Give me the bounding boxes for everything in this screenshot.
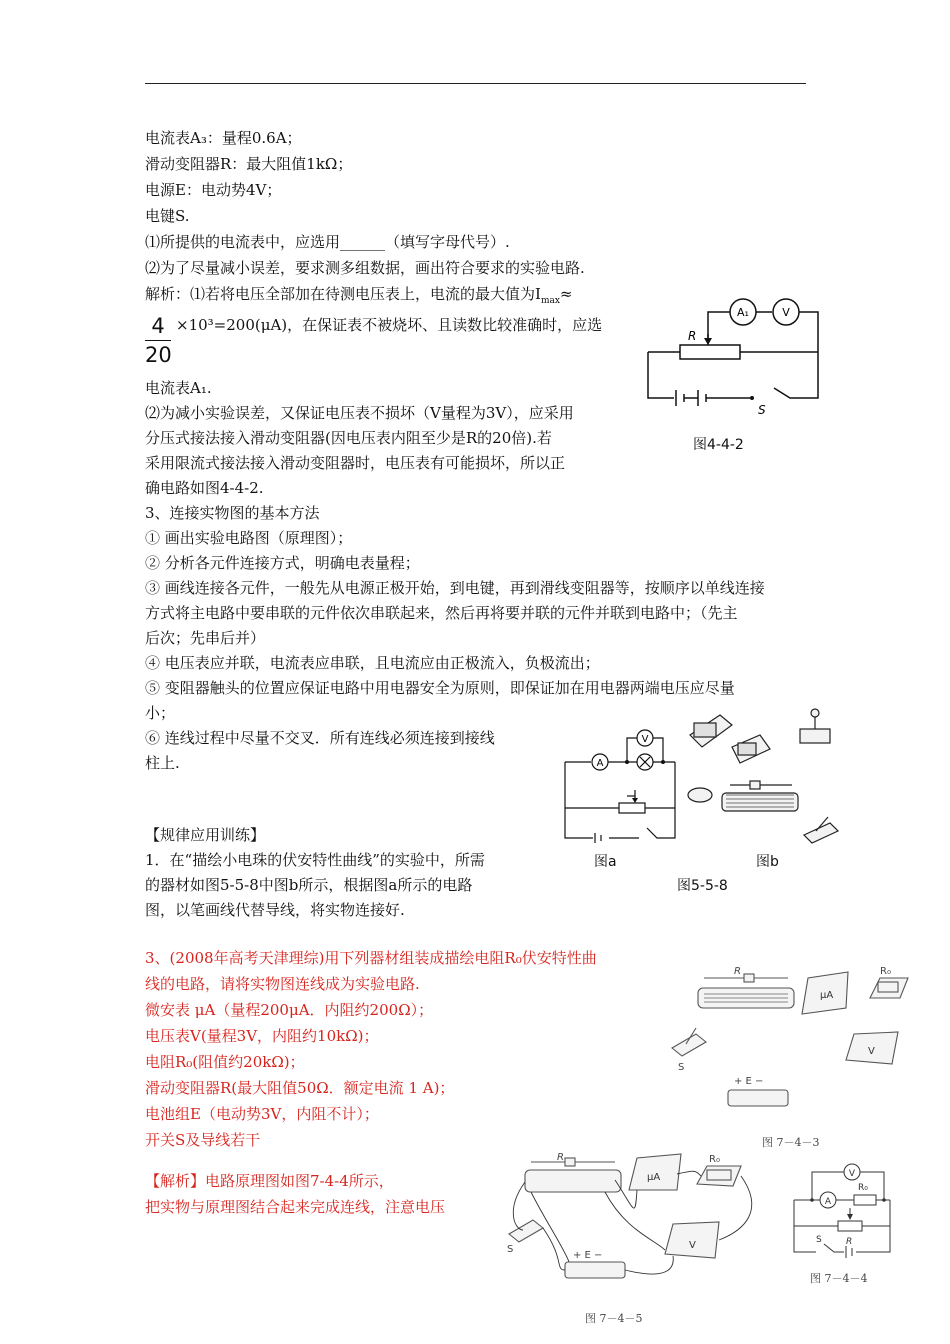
text-line: 电流表A₁.: [145, 379, 212, 397]
rheostat-icon: [722, 793, 798, 811]
switch-icon: [672, 1034, 706, 1056]
resistor-label: R₀: [858, 1183, 868, 1193]
text-line: ×10³=200(μA)，在保证表不被烧坏、且读数比较准确时，应选: [176, 316, 603, 334]
battery-icon: [728, 1090, 788, 1106]
microammeter-label: μA: [820, 990, 834, 1001]
exercise-text: 的器材如图5-5-8中图b所示，根据图a所示的电路: [145, 876, 473, 894]
exercise-text: 1．在“描绘小电珠的伏安特性曲线”的实验中，所需: [145, 851, 485, 869]
text-line: 分压式接法接入滑动变阻器(因电压表内阻至少是R的20倍).若: [145, 429, 552, 447]
voltmeter-label: V: [868, 1046, 875, 1057]
text-line: 电源E：电动势4V；: [145, 181, 282, 199]
red-text-line: 【解析】电路原理图如图7-4-4所示，: [145, 1172, 394, 1190]
figure-caption: 图 7－4－4: [810, 1272, 868, 1285]
method-step-cont: 小；: [145, 704, 176, 722]
fraction: [145, 314, 171, 367]
text-line: 电流表A₃：量程0.6A；: [145, 129, 302, 147]
ammeter-label: A: [596, 758, 604, 769]
text-line: ⑵为减小实验误差，又保证电压表不损坏（V量程为3V），应采用: [145, 404, 574, 422]
ammeter-label: A₁: [737, 306, 749, 319]
header-rule: [145, 83, 806, 84]
question-2: ⑵为了尽量减小误差，要求测多组数据，画出符合要求的实验电路.: [145, 259, 585, 277]
circuit-diagram-a: [555, 720, 685, 850]
method-step-cont: 后次；先串后并）: [145, 629, 266, 647]
circuit-diagram-4-4-2: [640, 290, 840, 420]
battery-icon: [565, 1262, 625, 1278]
red-text-line: 把实物与原理图结合起来完成连线，注意电压: [145, 1198, 446, 1216]
method-step: ⑥ 连线过程中尽量不交叉．所有连线必须连接到接线: [145, 729, 495, 747]
method-step: ① 画出实验电路图（原理图）；: [145, 529, 353, 547]
voltmeter-label: V: [689, 1240, 696, 1251]
switch-label: S: [816, 1235, 822, 1245]
text-line: 滑动变阻器R：最大阻值1kΩ；: [145, 155, 353, 173]
rheostat-label: R: [734, 966, 741, 977]
method-step: ⑤ 变阻器触头的位置应保证电路中用电器安全为原则，即保证加在用电器两端电压应尽量: [145, 679, 735, 697]
battery-label: + E −: [573, 1250, 603, 1261]
rheostat-label: R: [846, 1237, 853, 1247]
rheostat-icon: [525, 1170, 621, 1192]
red-text-line: 3、(2008年高考天津理综)用下列器材组装成描绘电阻R₀伏安特性曲: [145, 949, 597, 967]
rheostat-label: R: [688, 329, 697, 343]
ammeter-label: A: [824, 1197, 832, 1207]
apparatus-illustration-7-4-3: [668, 964, 908, 1124]
text-line: 采用限流式接法接入滑动变阻器时，电压表有可能损坏，所以正: [145, 454, 566, 472]
method-step: ② 分析各元件连接方式，明确电表量程；: [145, 554, 420, 572]
text-line: 电键S.: [145, 207, 190, 225]
red-text-line: 电压表V(量程3V，内阻约10kΩ)；: [145, 1027, 379, 1045]
fraction-denominator: 20: [145, 343, 172, 367]
voltmeter-label: V: [848, 1169, 856, 1179]
analysis-text: 解析：⑴若将电压全部加在待测电压表上，电流的最大值为I: [145, 285, 541, 303]
question-1: ⑴所提供的电流表中，应选用______（填写字母代号）.: [145, 233, 510, 251]
method-step-cont: 柱上.: [145, 754, 180, 772]
section-heading: 【规律应用训练】: [145, 826, 266, 844]
battery-icon: [688, 788, 712, 802]
red-text-line: 微安表 μA（量程200μA．内阻约200Ω）；: [145, 1001, 434, 1019]
fraction-numerator: 4: [151, 314, 165, 338]
resistor-label: R₀: [709, 1154, 720, 1165]
red-text-line: 电池组E（电动势3V，内阻不计）；: [145, 1105, 379, 1123]
section-heading: 3、连接实物图的基本方法: [145, 504, 320, 522]
apparatus-illustration-b: [680, 705, 840, 855]
figure-caption: 图 7－4－5: [585, 1312, 643, 1325]
voltmeter-label: V: [641, 734, 649, 745]
slider-arrow-icon: [704, 338, 712, 345]
battery-label: + E −: [734, 1076, 764, 1087]
switch-icon: [509, 1220, 543, 1242]
exercise-text: 图，以笔画线代替导线，将实物连接好.: [145, 901, 405, 919]
figure-caption: 图 7－4－3: [762, 1136, 820, 1149]
approx-sign: ≈: [559, 285, 573, 303]
method-step: ④ 电压表应并联，电流表应串联，且电流应由正极流入，负极流出；: [145, 654, 600, 672]
voltmeter-label: V: [782, 306, 790, 319]
rheostat-label: R: [557, 1152, 564, 1163]
analysis-line: [145, 282, 573, 313]
bulb-holder-icon: [800, 729, 830, 743]
red-text-line: 线的电路，请将实物图连线成为实验电路.: [145, 975, 420, 993]
method-step-cont: 方式将主电路中要串联的元件依次串联起来，然后再将要并联的元件并联到电路中；（先主: [145, 604, 738, 622]
method-step: ③ 画线连接各元件，一般先从电源正极开始，到电键，再到滑线变阻器等，按顺序以单线连接: [145, 579, 765, 597]
fraction-bar: [145, 340, 171, 341]
subscript-max: max: [540, 296, 560, 306]
switch-label: S: [758, 403, 766, 417]
red-text-line: 电阻R₀(阻值约20kΩ)；: [145, 1053, 305, 1071]
wired-apparatus-7-4-5: [505, 1150, 775, 1300]
figure-caption: 图5-5-8: [677, 878, 728, 894]
resistor-label: R₀: [880, 966, 891, 977]
figure-caption-b: 图b: [756, 854, 779, 870]
text-line: 确电路如图4-4-2.: [145, 479, 264, 497]
figure-caption-a: 图a: [594, 854, 617, 870]
switch-label: S: [507, 1244, 514, 1255]
red-text-line: 滑动变阻器R(最大阻值50Ω．额定电流 1 A)；: [145, 1079, 455, 1097]
red-text-line: 开关S及导线若干: [145, 1131, 261, 1149]
microammeter-label: μA: [647, 1172, 661, 1183]
circuit-diagram-7-4-4: [790, 1160, 900, 1270]
switch-label: S: [678, 1062, 685, 1073]
figure-caption: 图4-4-2: [693, 437, 744, 453]
